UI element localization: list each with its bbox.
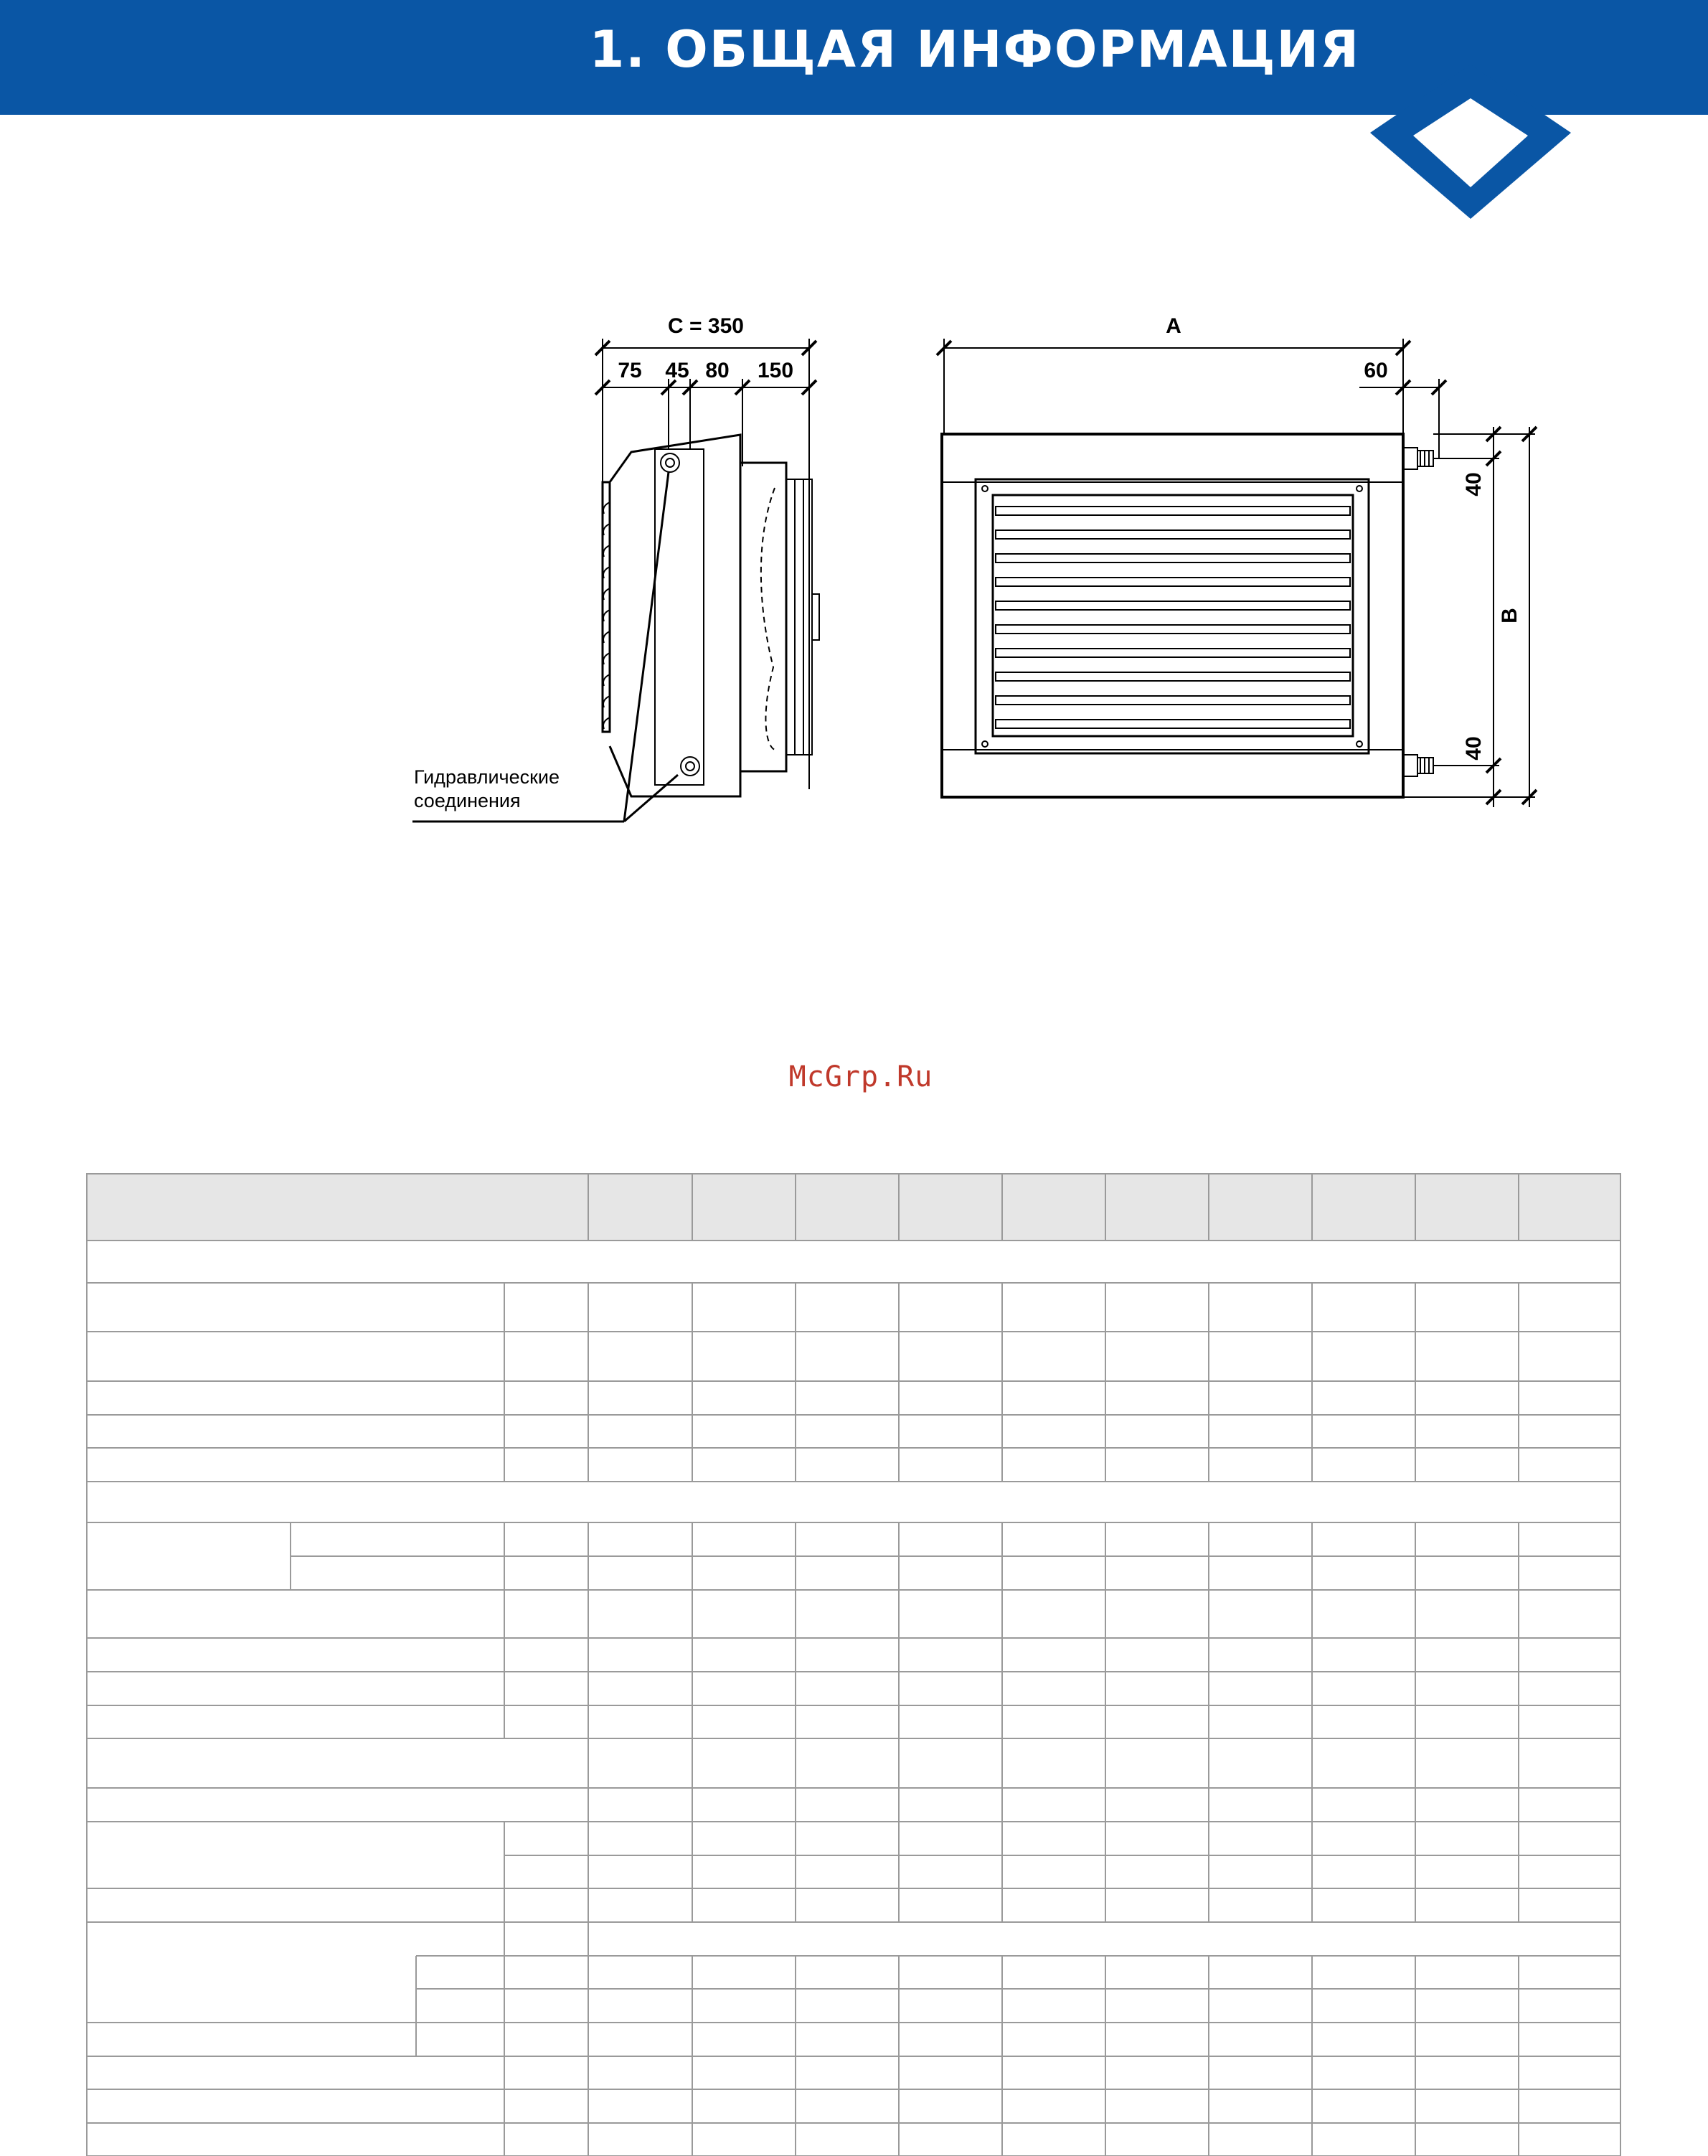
dim-width-a: A <box>1166 314 1181 338</box>
callout-line: соединения <box>414 790 521 811</box>
callout-line: Гидравлические <box>414 766 560 788</box>
dim-pipe-bottom: 40 <box>1462 736 1486 761</box>
page-title: 1. ОБЩАЯ ИНФОРМАЦИЯ <box>589 20 1360 79</box>
dim-height-b: B <box>1498 608 1521 623</box>
dim-segment: 75 <box>618 359 642 382</box>
table-header-row <box>87 1174 1620 1241</box>
dim-segment: 80 <box>705 359 730 382</box>
dim-offset-top: 60 <box>1364 359 1388 382</box>
dim-total-c: C = 350 <box>668 314 744 338</box>
dim-pipe-top: 40 <box>1462 472 1486 496</box>
watermark: McGrp.Ru <box>788 1060 933 1093</box>
dim-segment: 150 <box>757 359 794 382</box>
dim-segment: 45 <box>665 359 689 382</box>
